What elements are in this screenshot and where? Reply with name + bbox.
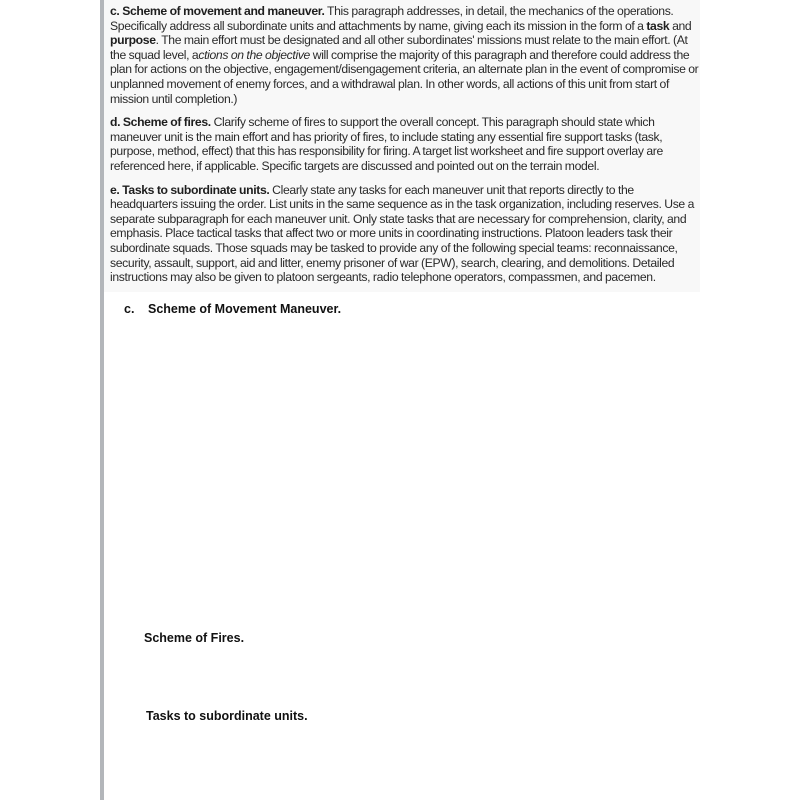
reference-excerpt xyxy=(104,0,700,292)
paragraph-text: Clarify scheme of fires to support the overall concept. This paragraph should state which maneuver unit is the main effort and has priority of fires, to include stating any essential fire support tasks (task, purpose, method, effect) that this has responsibility for firing. A target list worksheet and fire support overlay are referenced here, if applicable. Specific targets are discussed and pointed out on the terrain model. xyxy=(110,115,663,173)
paragraph-text: and xyxy=(669,18,692,33)
paragraph-scheme-of-fires xyxy=(110,115,700,173)
section-letter: c. xyxy=(124,302,135,316)
emphasis-purpose: purpose xyxy=(110,33,156,48)
paragraph-text: This paragraph addresses, in detail, the mechanics of the operations. Specifically address all subordinate units and attachments by name, giving each its mission in the form of a xyxy=(110,4,674,33)
paragraph-text: . The main effort must be designated and all other subordinates' missions must relate to the main effort. (At the squad level, a xyxy=(110,33,688,62)
paragraph-heading: d. Scheme of fires. xyxy=(110,115,211,130)
paragraph-scheme-of-movement xyxy=(110,4,700,106)
paragraph-tasks-to-subordinate-units xyxy=(110,183,700,285)
paragraph-text: Clearly state any tasks for each maneuver unit that reports directly to the headquarters issuing the order. List units in the same sequence as in the task organization, including reserves. Use a separate subparagraph for each maneuver unit. Only state tasks that are necessary for comprehension, clarity, and emphasis. Place tactical tasks that affect two or more units in coordinating instructions. Platoon leaders task their subordinate squads. Those squads may be tasked to provide any of the following special teams: reconnaissance, security, assault, support, aid and litter, enemy prisoner of war (EPW), search, clearing, and demolitions. Detailed instructions may also be given to platoon sergeants, radio telephone operators, compassmen, and pacemen. xyxy=(110,182,695,285)
paragraph-heading: c. Scheme of movement and maneuver. xyxy=(110,4,325,18)
emphasis-actions-on-objective: ctions on the objective xyxy=(198,47,310,62)
section-heading-movement xyxy=(124,302,341,316)
paragraph-heading: e. Tasks to subordinate units. xyxy=(110,182,270,197)
section-title: Scheme of Movement Maneuver. xyxy=(148,302,342,316)
emphasis-task: task xyxy=(646,18,670,33)
section-heading-fires: Scheme of Fires. xyxy=(144,631,245,645)
section-heading-tasks: Tasks to subordinate units. xyxy=(146,709,308,723)
paragraph-text: will comprise the majority of this paragraph and therefore could address the plan for actions on the objective, engagement/disengagement criteria, an alternate plan in the event of compromise or unplanned movement of enemy forces, and a withdrawal plan. In other words, all actions of this unit from start of mission until completion.) xyxy=(110,47,699,106)
